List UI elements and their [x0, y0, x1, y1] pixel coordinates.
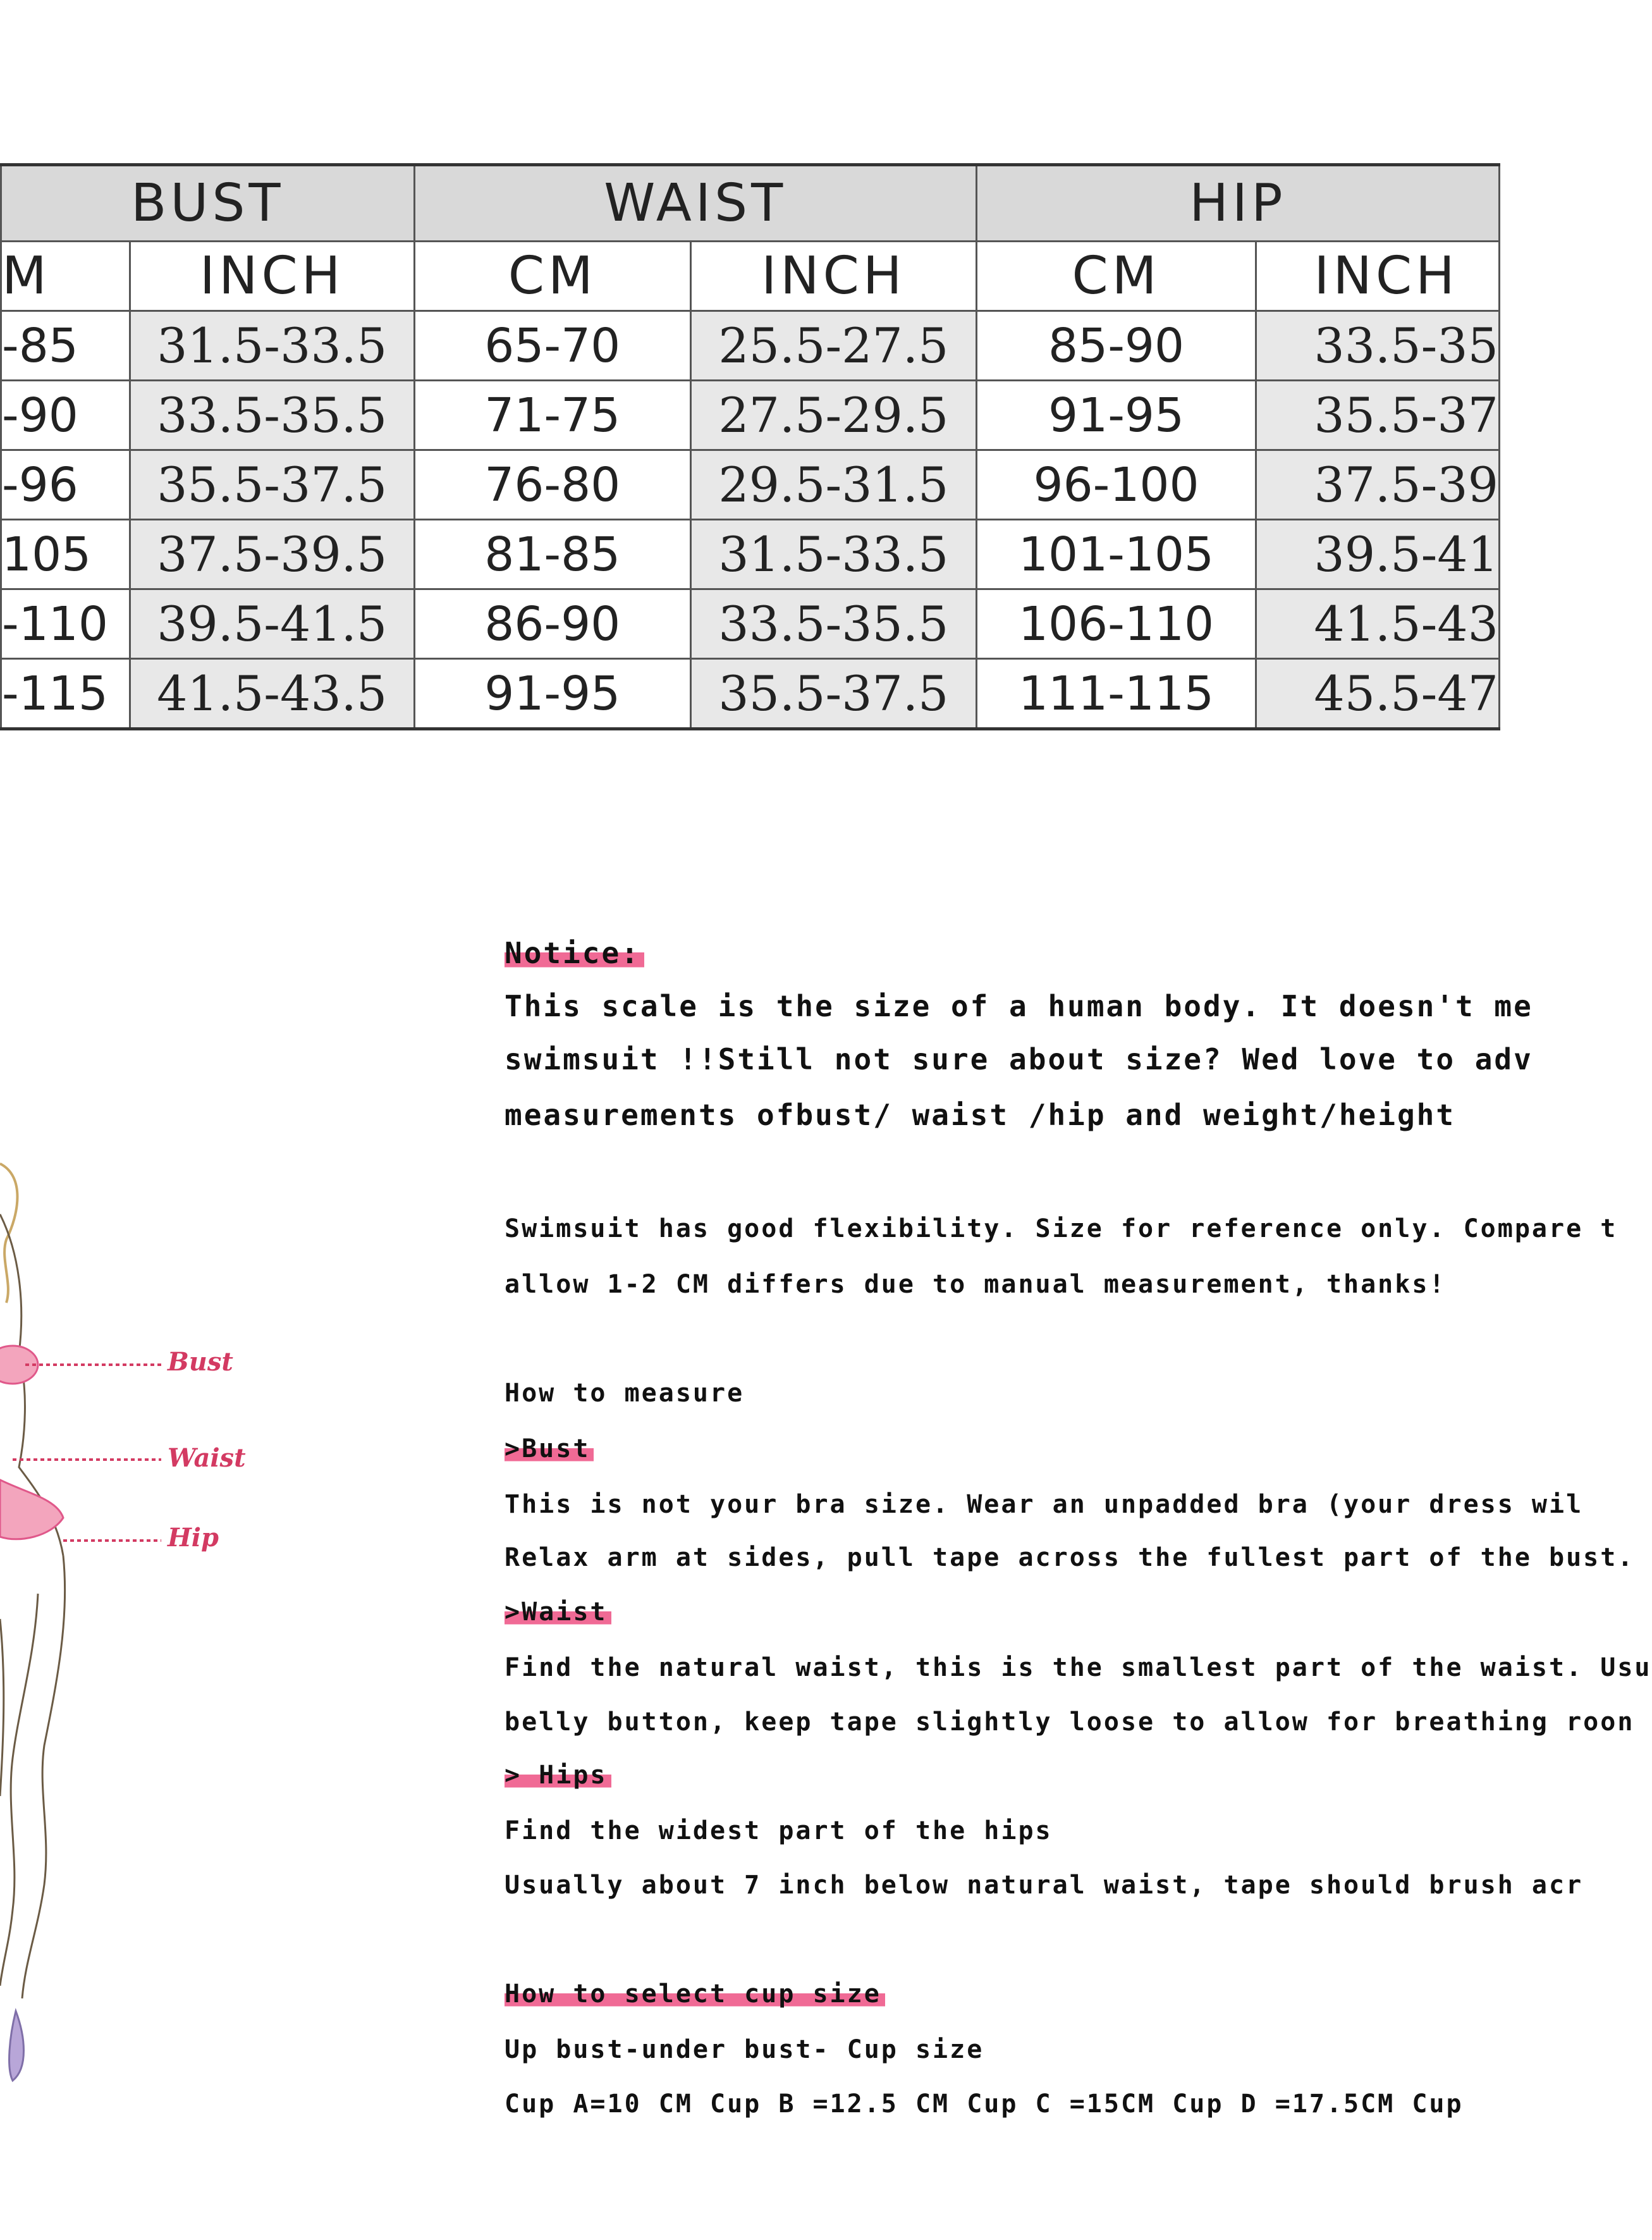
notice-line: measurements ofbust/ waist /hip and weight/height — [505, 1098, 1456, 1132]
table-cell: 81-85 — [414, 520, 690, 589]
table-cell: -85 — [1, 311, 130, 381]
table-cell: 35.5-37.5 — [130, 450, 414, 520]
unit-header-hip-inch: INCH — [1256, 242, 1500, 311]
table-cell: 71-75 — [414, 381, 690, 450]
woman-illustration — [0, 1138, 329, 2106]
cup-size-instruction: Up bust-under bust- Cup size — [505, 2035, 984, 2064]
bust-instruction: Relax arm at sides, pull tape across the fullest part of the bust. — [505, 1543, 1635, 1572]
table-cell: 91-95 — [414, 659, 690, 729]
hips-heading: > Hips — [505, 1761, 611, 1790]
table-cell: 41.5-43.5 — [130, 659, 414, 729]
table-cell: -96 — [1, 450, 130, 520]
unit-header-bust-cm: M — [1, 242, 130, 311]
unit-header-waist-cm: CM — [414, 242, 690, 311]
group-header-hip: HIP — [976, 165, 1499, 242]
table-cell: 105 — [1, 520, 130, 589]
table-cell: 96-100 — [976, 450, 1256, 520]
table-cell: 33.5-35.5 — [690, 589, 976, 659]
unit-header-hip-cm: CM — [976, 242, 1256, 311]
table-cell: 41.5-43 — [1256, 589, 1500, 659]
waist-instruction: Find the natural waist, this is the smallest part of the waist. Usu — [505, 1653, 1652, 1682]
table-cell: 31.5-33.5 — [690, 520, 976, 589]
cup-size-instruction: Cup A=10 CM Cup B =12.5 CM Cup C =15CM Cup D =17.5CM Cup — [505, 2089, 1464, 2119]
notice-line: This scale is the size of a human body. It doesn't me — [505, 989, 1533, 1023]
table-cell: 39.5-41 — [1256, 520, 1500, 589]
table-row — [1, 311, 1500, 381]
group-header-waist: WAIST — [414, 165, 976, 242]
table-cell: 106-110 — [976, 589, 1256, 659]
how-to-measure-heading: How to measure — [505, 1379, 745, 1408]
table-cell: 86-90 — [414, 589, 690, 659]
table-cell: 37.5-39.5 — [130, 520, 414, 589]
flexibility-note: allow 1-2 CM differs due to manual measurement, thanks! — [505, 1270, 1447, 1299]
table-cell: 91-95 — [976, 381, 1256, 450]
bust-heading: >Bust — [505, 1434, 594, 1463]
bust-instruction: This is not your bra size. Wear an unpadded bra (your dress wil — [505, 1490, 1584, 1519]
notice-line: swimsuit !!Still not sure about size? Wed love to adv — [505, 1042, 1533, 1076]
table-cell: 111-115 — [976, 659, 1256, 729]
table-cell: 25.5-27.5 — [690, 311, 976, 381]
unit-header-waist-inch: INCH — [690, 242, 976, 311]
table-row — [1, 659, 1500, 729]
hips-instruction: Usually about 7 inch below natural waist, tape should brush acr — [505, 1871, 1584, 1900]
table-cell: 27.5-29.5 — [690, 381, 976, 450]
table-cell: 35.5-37 — [1256, 381, 1500, 450]
waist-label: Waist — [168, 1443, 246, 1473]
table-cell: 85-90 — [976, 311, 1256, 381]
table-cell: 33.5-35 — [1256, 311, 1500, 381]
unit-header-bust-inch: INCH — [130, 242, 414, 311]
table-cell: 39.5-41.5 — [130, 589, 414, 659]
bust-label: Bust — [168, 1347, 233, 1377]
size-chart-table — [0, 163, 1500, 730]
table-row — [1, 450, 1500, 520]
table-cell: -110 — [1, 589, 130, 659]
waist-instruction: belly button, keep tape slightly loose to allow for breathing roon — [505, 1708, 1635, 1737]
flexibility-note: Swimsuit has good flexibility. Size for reference only. Compare t — [505, 1214, 1618, 1243]
table-cell: -115 — [1, 659, 130, 729]
table-cell: 31.5-33.5 — [130, 311, 414, 381]
hips-instruction: Find the widest part of the hips — [505, 1816, 1053, 1845]
table-unit-header-row — [1, 242, 1500, 311]
table-cell: 76-80 — [414, 450, 690, 520]
table-cell: 35.5-37.5 — [690, 659, 976, 729]
table-group-header-row — [1, 165, 1500, 242]
table-cell: 101-105 — [976, 520, 1256, 589]
table-cell: 37.5-39 — [1256, 450, 1500, 520]
waist-heading: >Waist — [505, 1597, 611, 1627]
table-cell: 33.5-35.5 — [130, 381, 414, 450]
table-cell: 29.5-31.5 — [690, 450, 976, 520]
hip-label: Hip — [168, 1523, 219, 1553]
table-row — [1, 520, 1500, 589]
table-cell: 65-70 — [414, 311, 690, 381]
group-header-bust: BUST — [1, 165, 415, 242]
table-row — [1, 381, 1500, 450]
body-measurement-figure — [0, 1138, 329, 2106]
table-cell: -90 — [1, 381, 130, 450]
table-row — [1, 589, 1500, 659]
notice-title: Notice: — [505, 936, 644, 970]
cup-size-heading: How to select cup size — [505, 1979, 885, 2009]
table-cell: 45.5-47 — [1256, 659, 1500, 729]
